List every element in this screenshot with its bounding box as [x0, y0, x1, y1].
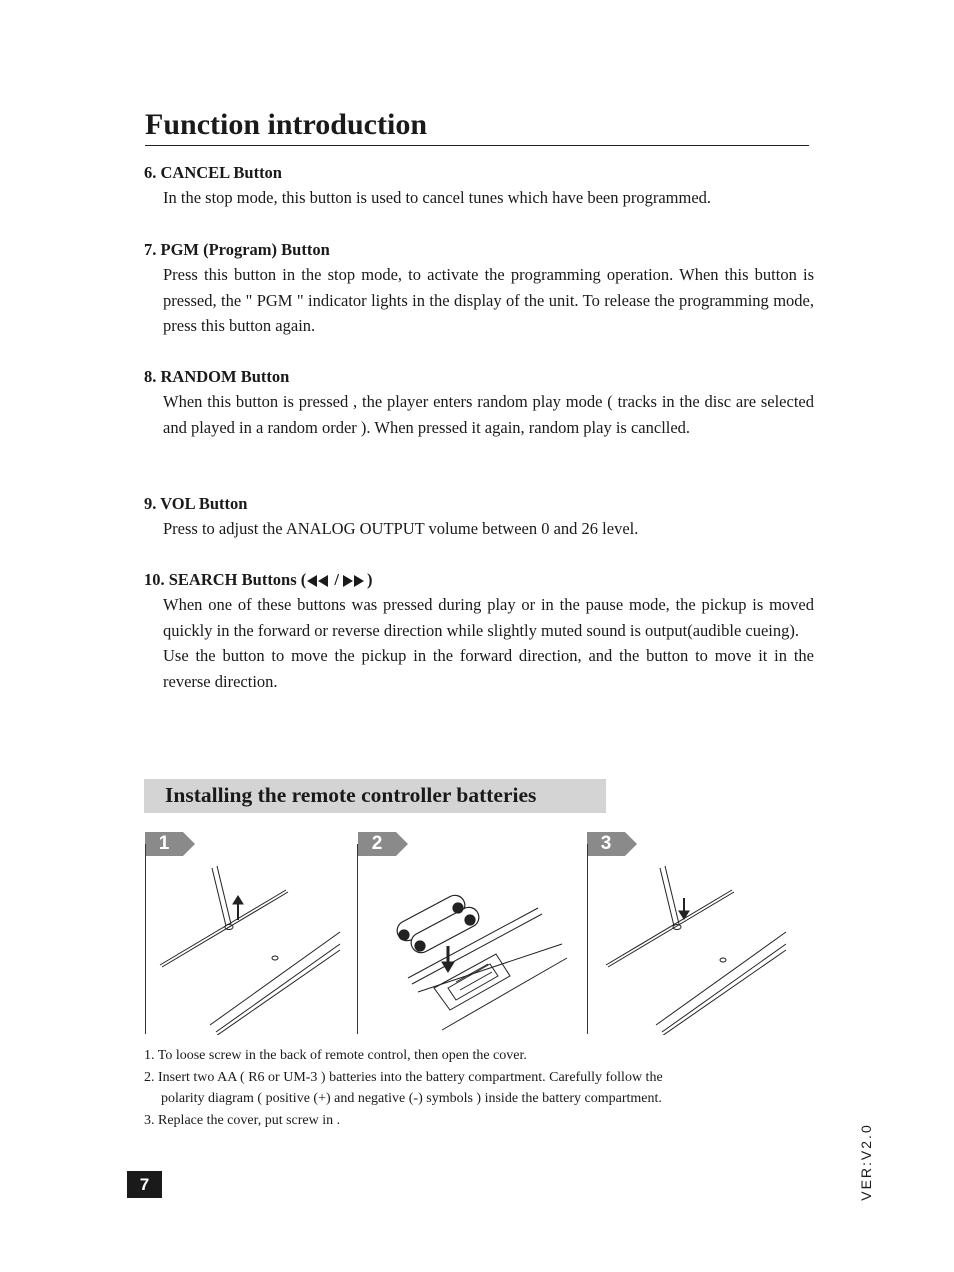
- page-number: 7: [127, 1171, 162, 1198]
- battery-section-heading: Installing the remote controller batteries: [144, 779, 606, 813]
- section-text: In the stop mode, this button is used to cancel tunes which have been programmed.: [163, 188, 712, 207]
- step-divider: [587, 844, 588, 1034]
- section-text: Use the button to move the pickup in the forward direction, and the button to move it in the reverse direction.: [163, 646, 814, 691]
- remote-cover-drawing: [592, 860, 792, 1035]
- section-pgm: [144, 238, 814, 339]
- battery-instructions: [144, 1045, 804, 1131]
- section-text: When one of these buttons was pressed during play or in the pause mode, the pickup is moved quickly in the forward or reverse direction while slightly muted sound is output(audible cueing).: [163, 595, 814, 640]
- remote-back-drawing: [150, 860, 350, 1035]
- section-heading: 6. CANCEL Button: [144, 163, 282, 182]
- screwdriver-icon: [212, 866, 233, 930]
- step-divider: [357, 844, 358, 1034]
- step-tag: 1: [145, 832, 197, 856]
- section-search: [144, 568, 814, 694]
- section-cancel: [144, 161, 814, 211]
- section-text: Press this button in the stop mode, to activate the programming operation. When this button is pressed, the " PGM " indicator lights in the display of the unit. To release the programming mode, press this button again.: [163, 265, 814, 335]
- section-heading: 8. RANDOM Button: [144, 367, 290, 386]
- heading-prefix: 10. SEARCH Buttons (: [144, 570, 307, 589]
- step-tag: 2: [358, 832, 410, 856]
- heading-suffix: ): [367, 570, 373, 589]
- section-text: When this button is pressed , the player enters random play mode ( tracks in the disc are selected and played in a random order ). When pressed it again, random play is canclled.: [163, 392, 814, 437]
- title-divider: [145, 145, 809, 146]
- instruction-line: 3. Replace the cover, put screw in .: [144, 1112, 341, 1128]
- arrow-down-icon: [679, 898, 689, 919]
- fast-forward-icon: [339, 574, 367, 588]
- instruction-line: polarity diagram ( positive (+) and negative (-) symbols ) inside the battery compartment.: [161, 1091, 662, 1106]
- page-title: Function introduction: [145, 108, 427, 141]
- section-heading: [144, 568, 814, 592]
- section-heading: 7. PGM (Program) Button: [144, 240, 330, 259]
- battery-compartment-drawing: [362, 860, 582, 1035]
- section-vol: [144, 492, 814, 542]
- step-divider: [145, 844, 146, 1034]
- screwdriver-icon: [660, 866, 681, 930]
- section-random: [144, 365, 814, 440]
- instruction-line: 2. Insert two AA ( R6 or UM-3 ) batteries into the battery compartment. Carefully follow the: [144, 1069, 663, 1085]
- section-text: Press to adjust the ANALOG OUTPUT volume between 0 and 26 level.: [163, 519, 639, 538]
- rewind-icon: [306, 574, 330, 588]
- instruction-line: 1. To loose screw in the back of remote control, then open the cover.: [144, 1048, 527, 1063]
- step-tag: 3: [587, 832, 639, 856]
- section-heading: 9. VOL Button: [144, 494, 248, 513]
- version-label: VER:V2.0: [858, 1123, 874, 1201]
- heading-separator: /: [330, 570, 339, 589]
- battery-steps-illustration: [0, 830, 954, 1040]
- battery-icon: [394, 892, 483, 956]
